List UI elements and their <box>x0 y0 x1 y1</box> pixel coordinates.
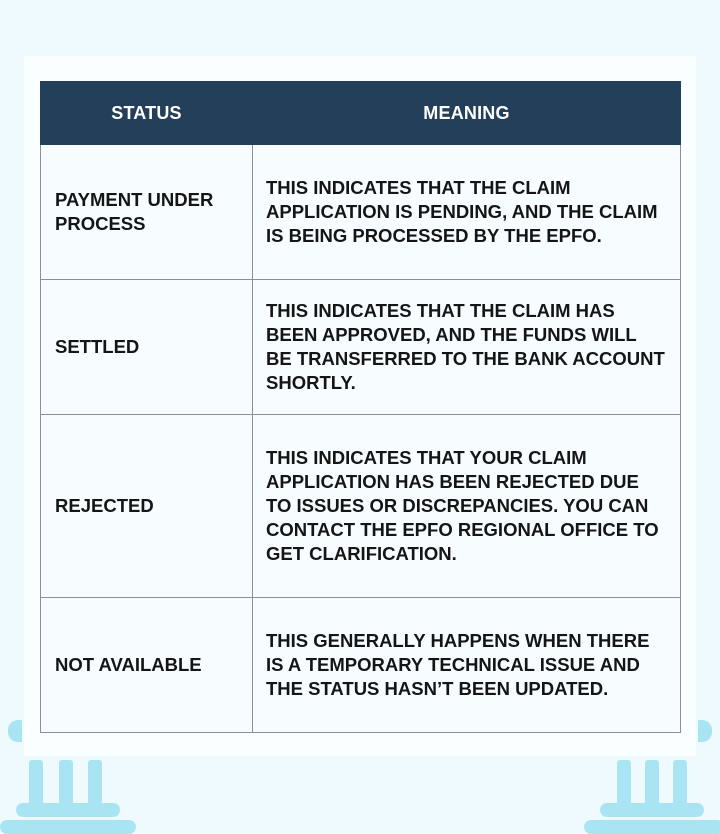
meaning-cell: THIS GENERALLY HAPPENS WHEN THERE IS A TEMPORARY TECHNICAL ISSUE AND THE STATUS HASN’T BEEN UPDATED. <box>253 598 681 733</box>
left-column-2 <box>59 760 73 806</box>
table-row <box>41 415 681 598</box>
right-roof-edge <box>698 720 712 742</box>
status-cell: REJECTED <box>41 415 253 598</box>
status-cell: PAYMENT UNDER PROCESS <box>41 145 253 280</box>
right-column-3 <box>673 760 687 806</box>
left-roof-edge <box>8 720 22 742</box>
table-row <box>41 145 681 280</box>
status-cell: NOT AVAILABLE <box>41 598 253 733</box>
table-header-row <box>41 82 681 145</box>
right-column-1 <box>617 760 631 806</box>
table-row <box>41 598 681 733</box>
left-column-1 <box>29 760 43 806</box>
right-base-step <box>600 803 704 817</box>
left-column-3 <box>88 760 102 806</box>
left-base-step <box>16 803 120 817</box>
status-cell: SETTLED <box>41 280 253 415</box>
meaning-cell: THIS INDICATES THAT THE CLAIM APPLICATION IS PENDING, AND THE CLAIM IS BEING PROCESSED BY THE EPFO. <box>253 145 681 280</box>
right-column-2 <box>645 760 659 806</box>
header-meaning: MEANING <box>253 82 681 145</box>
meaning-cell: THIS INDICATES THAT THE CLAIM HAS BEEN APPROVED, AND THE FUNDS WILL BE TRANSFERRED TO THE BANK ACCOUNT SHORTLY. <box>253 280 681 415</box>
claim-status-table <box>40 81 681 733</box>
table-row <box>41 280 681 415</box>
meaning-cell: THIS INDICATES THAT YOUR CLAIM APPLICATION HAS BEEN REJECTED DUE TO ISSUES OR DISCREPANCIES. YOU CAN CONTACT THE EPFO REGIONAL OFFICE TO GET CLARIFICATION. <box>253 415 681 598</box>
header-status: STATUS <box>41 82 253 145</box>
